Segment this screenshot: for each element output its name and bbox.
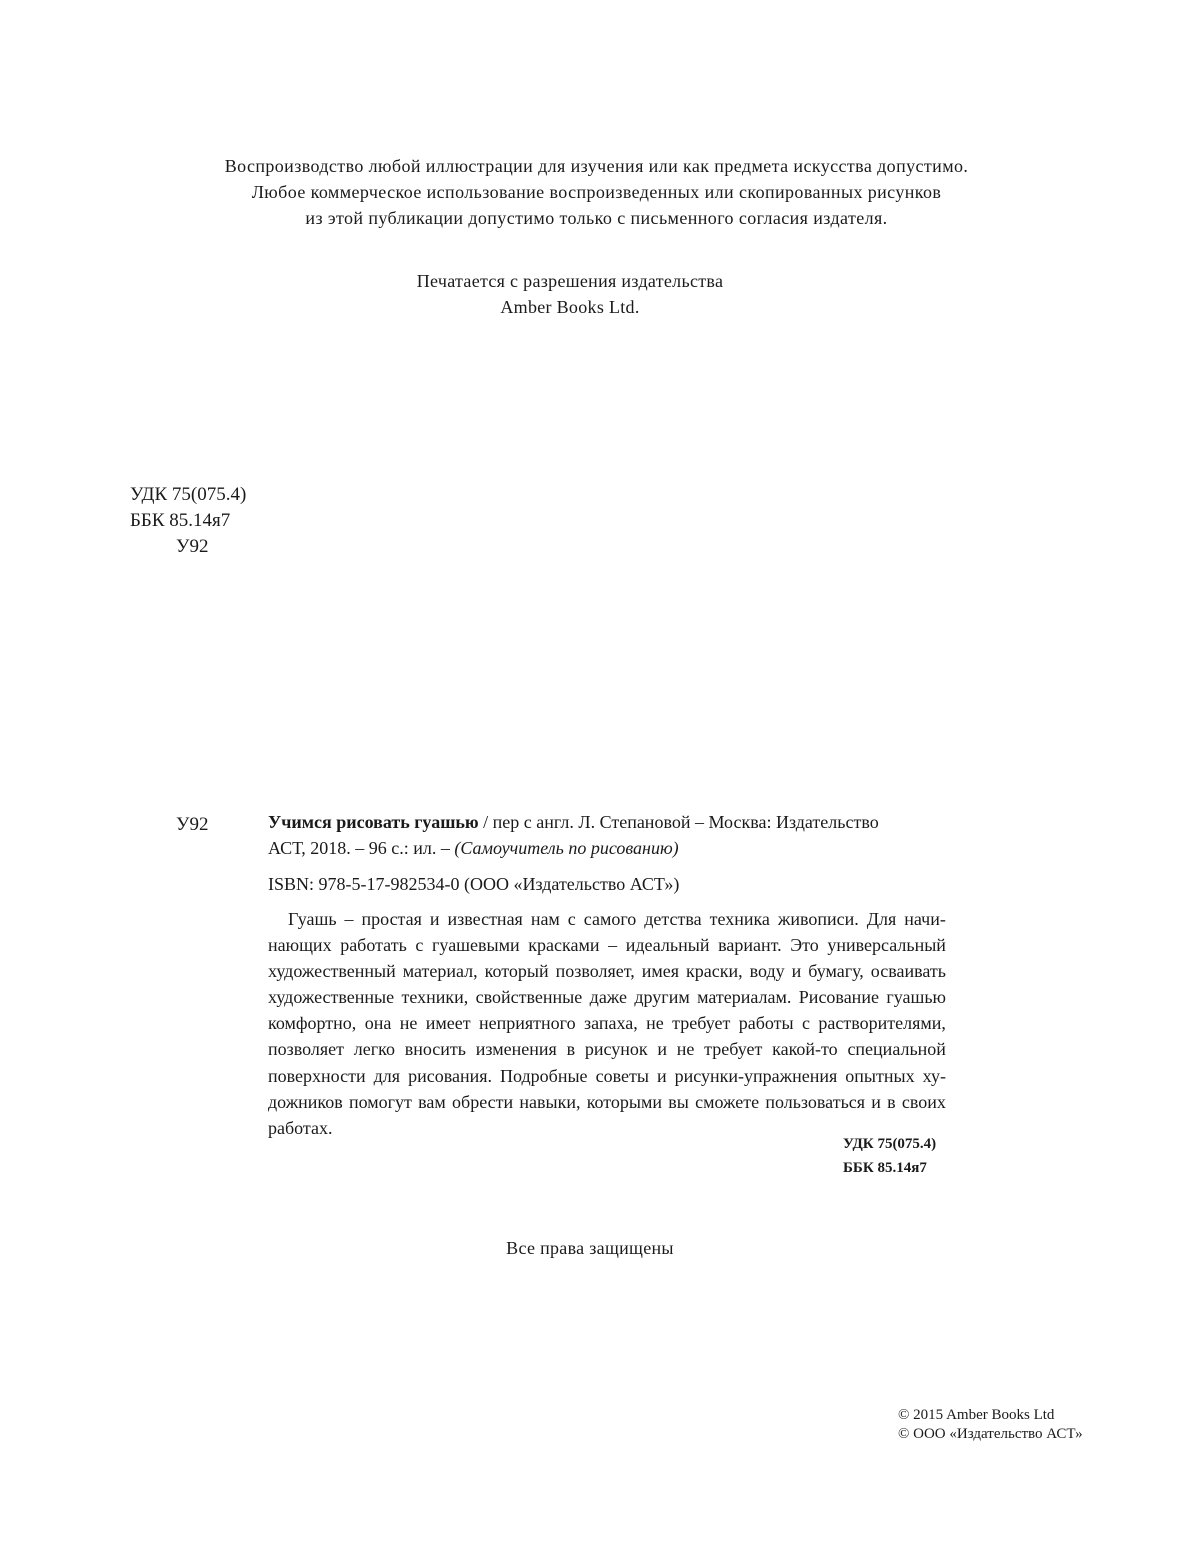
annotation-line — [268, 1063, 946, 1089]
card-author-sign: У92 — [176, 814, 209, 835]
annotation-word: и — [657, 1039, 668, 1060]
annotation-word: Это — [790, 935, 819, 956]
annotation-word: поверхности — [268, 1065, 366, 1086]
card-udk-index: УДК 75(075.4) — [843, 1136, 937, 1152]
annotation-word: работы — [738, 1013, 794, 1034]
annotation-word: краски, — [686, 961, 743, 982]
udk-index: УДК 75(075.4) — [130, 484, 247, 505]
annotation-word: даже — [589, 987, 627, 1008]
annotation-word: осваивать — [870, 961, 946, 982]
annotation-word: и — [656, 1065, 667, 1086]
annotation-word: техники, — [401, 987, 469, 1008]
notice-line: Любое коммерческое использование воспроизведенных или скопированных рисунков — [251, 182, 942, 202]
annotation-word: известная — [447, 909, 523, 929]
annotation-word: не — [676, 1039, 695, 1060]
annotation-word: опытных — [845, 1065, 915, 1086]
copyright-line: © ООО «Издательство АСТ» — [898, 1426, 1083, 1442]
annotation-word: воду — [749, 961, 785, 982]
annotation-word: в — [566, 1039, 576, 1060]
annotation-word: с — [801, 1013, 810, 1034]
reproduction-notice — [150, 153, 1043, 231]
annotation-word: позволяет — [268, 1039, 344, 1060]
annotation-word: для — [373, 1065, 401, 1086]
annotation-word: Рисование — [798, 987, 879, 1008]
annotation-word: которыми — [586, 1091, 663, 1112]
book-title: Учимся рисовать гуашью — [268, 812, 479, 832]
annotation-word: вы — [668, 1091, 689, 1112]
annotation-word: простая — [361, 909, 422, 929]
imprint: АСТ, 2018. – 96 с.: ил. – — [268, 838, 455, 858]
annotation-word: не — [399, 1013, 418, 1034]
annotation-word: самого — [583, 909, 637, 929]
annotation-word: – — [344, 909, 354, 929]
annotation-word: материалам. — [697, 987, 792, 1008]
author-sign: У92 — [176, 536, 209, 557]
annotation-word: позволяет, — [555, 961, 635, 982]
series-name: (Самоучитель по рисованию) — [454, 838, 679, 858]
annotation-line — [268, 1036, 946, 1062]
annotation-word: гуашью — [886, 987, 946, 1008]
annotation-word: вносить — [404, 1039, 466, 1060]
annotation-word: который — [484, 961, 549, 982]
annotation-word: материал, — [402, 961, 478, 982]
annotation-word: начи- — [904, 909, 946, 929]
annotation-line — [268, 932, 946, 958]
permission-line: Amber Books Ltd. — [500, 297, 640, 317]
annotation-word: Подробные — [500, 1065, 588, 1086]
annotation-word: и — [791, 961, 802, 982]
annotation-word: гуашевыми — [432, 935, 520, 956]
annotation-word: художественный — [268, 961, 396, 982]
annotation-word: свойственные — [475, 987, 583, 1008]
annotation-word: дожников — [268, 1091, 343, 1112]
annotation-word: рисунок — [584, 1039, 648, 1060]
annotation-word: бумагу, — [808, 961, 864, 982]
annotation-word: требует — [704, 1039, 763, 1060]
annotation-word: она — [364, 1013, 392, 1034]
annotation-word: вам — [418, 1091, 446, 1112]
annotation-word: и — [871, 1091, 881, 1112]
annotation-word: комфортно, — [268, 1013, 357, 1034]
annotation-word: детства — [644, 909, 702, 929]
annotation-word: техника — [709, 909, 770, 929]
annotation-word: и — [429, 909, 440, 929]
copyright-block — [898, 1406, 1083, 1444]
copyright-line: © 2015 Amber Books Ltd — [898, 1407, 1055, 1423]
annotation-word: не — [646, 1013, 664, 1034]
annotation-word: навыки, — [519, 1091, 581, 1112]
annotation-word: живописи. — [777, 909, 859, 929]
annotation-word: работать — [340, 935, 407, 956]
isbn: ISBN: 978-5-17-982534-0 (ООО «Издательство АСТ») — [268, 874, 680, 894]
publisher-permission — [320, 268, 820, 320]
annotation-word: вариант. — [718, 935, 782, 956]
rights-reserved: Все права защищены — [506, 1238, 674, 1258]
classification-block — [130, 482, 246, 560]
annotation-word: обрести — [452, 1091, 514, 1112]
bbk-index: ББК 85.14я7 — [130, 510, 231, 531]
annotation-word: советы — [595, 1065, 649, 1086]
annotation-word: нающих — [268, 935, 332, 956]
annotation-line — [268, 984, 946, 1010]
annotation-word: нам — [530, 909, 560, 929]
annotation-word: специальной — [847, 1039, 946, 1060]
annotation-word: работах. — [268, 1117, 333, 1138]
annotation-word: рисования. — [408, 1065, 492, 1086]
annotation-word: красками — [528, 935, 600, 956]
annotation-word: легко — [353, 1039, 395, 1060]
annotation-word: с — [567, 909, 576, 929]
annotation-line — [268, 1010, 946, 1036]
notice-line: из этой публикации допустимо только с письменного согласия издателя. — [305, 208, 888, 228]
annotation-word: своих — [901, 1091, 946, 1112]
annotation-word: неприятного — [479, 1013, 576, 1034]
annotation-word: ху- — [922, 1065, 946, 1086]
annotation-word: изменения — [475, 1039, 557, 1060]
annotation-word: запаха, — [584, 1013, 638, 1034]
annotation-text — [268, 906, 946, 1141]
card-imprint-line — [268, 835, 946, 861]
notice-line: Воспроизводство любой иллюстрации для изучения или как предмета искусства допустимо. — [224, 156, 969, 176]
permission-line: Печатается с разрешения издательства — [416, 271, 724, 291]
annotation-word: в — [887, 1091, 896, 1112]
annotation-word: помогут — [348, 1091, 412, 1112]
card-index-block — [843, 1132, 936, 1180]
annotation-word: другим — [634, 987, 690, 1008]
annotation-line — [268, 958, 946, 984]
annotation-word: сможете — [695, 1091, 760, 1112]
annotation-word: требует — [672, 1013, 731, 1034]
annotation-word: имея — [641, 961, 680, 982]
bibliographic-card — [268, 809, 946, 897]
card-bbk-index: ББК 85.14я7 — [843, 1160, 927, 1176]
annotation-word: – — [608, 935, 618, 956]
annotation-word: универсальный — [827, 935, 946, 956]
annotation-word: растворителями, — [818, 1013, 946, 1034]
annotation-line — [268, 1089, 946, 1115]
annotation-word: с — [415, 935, 424, 956]
annotation-line — [268, 906, 946, 932]
annotation-word: художественные — [268, 987, 395, 1008]
annotation-word: Гуашь — [288, 909, 337, 929]
annotation-word: рисунки-упражнения — [674, 1065, 838, 1086]
annotation-word: какой-то — [772, 1039, 838, 1060]
title-rest: / пер с англ. Л. Степановой – Москва: Издательство — [478, 812, 879, 832]
annotation-word: идеальный — [625, 935, 710, 956]
annotation-word: пользоваться — [765, 1091, 866, 1112]
annotation-word: имеет — [425, 1013, 471, 1034]
annotation-word: Для — [866, 909, 897, 929]
card-title-line — [268, 809, 946, 835]
